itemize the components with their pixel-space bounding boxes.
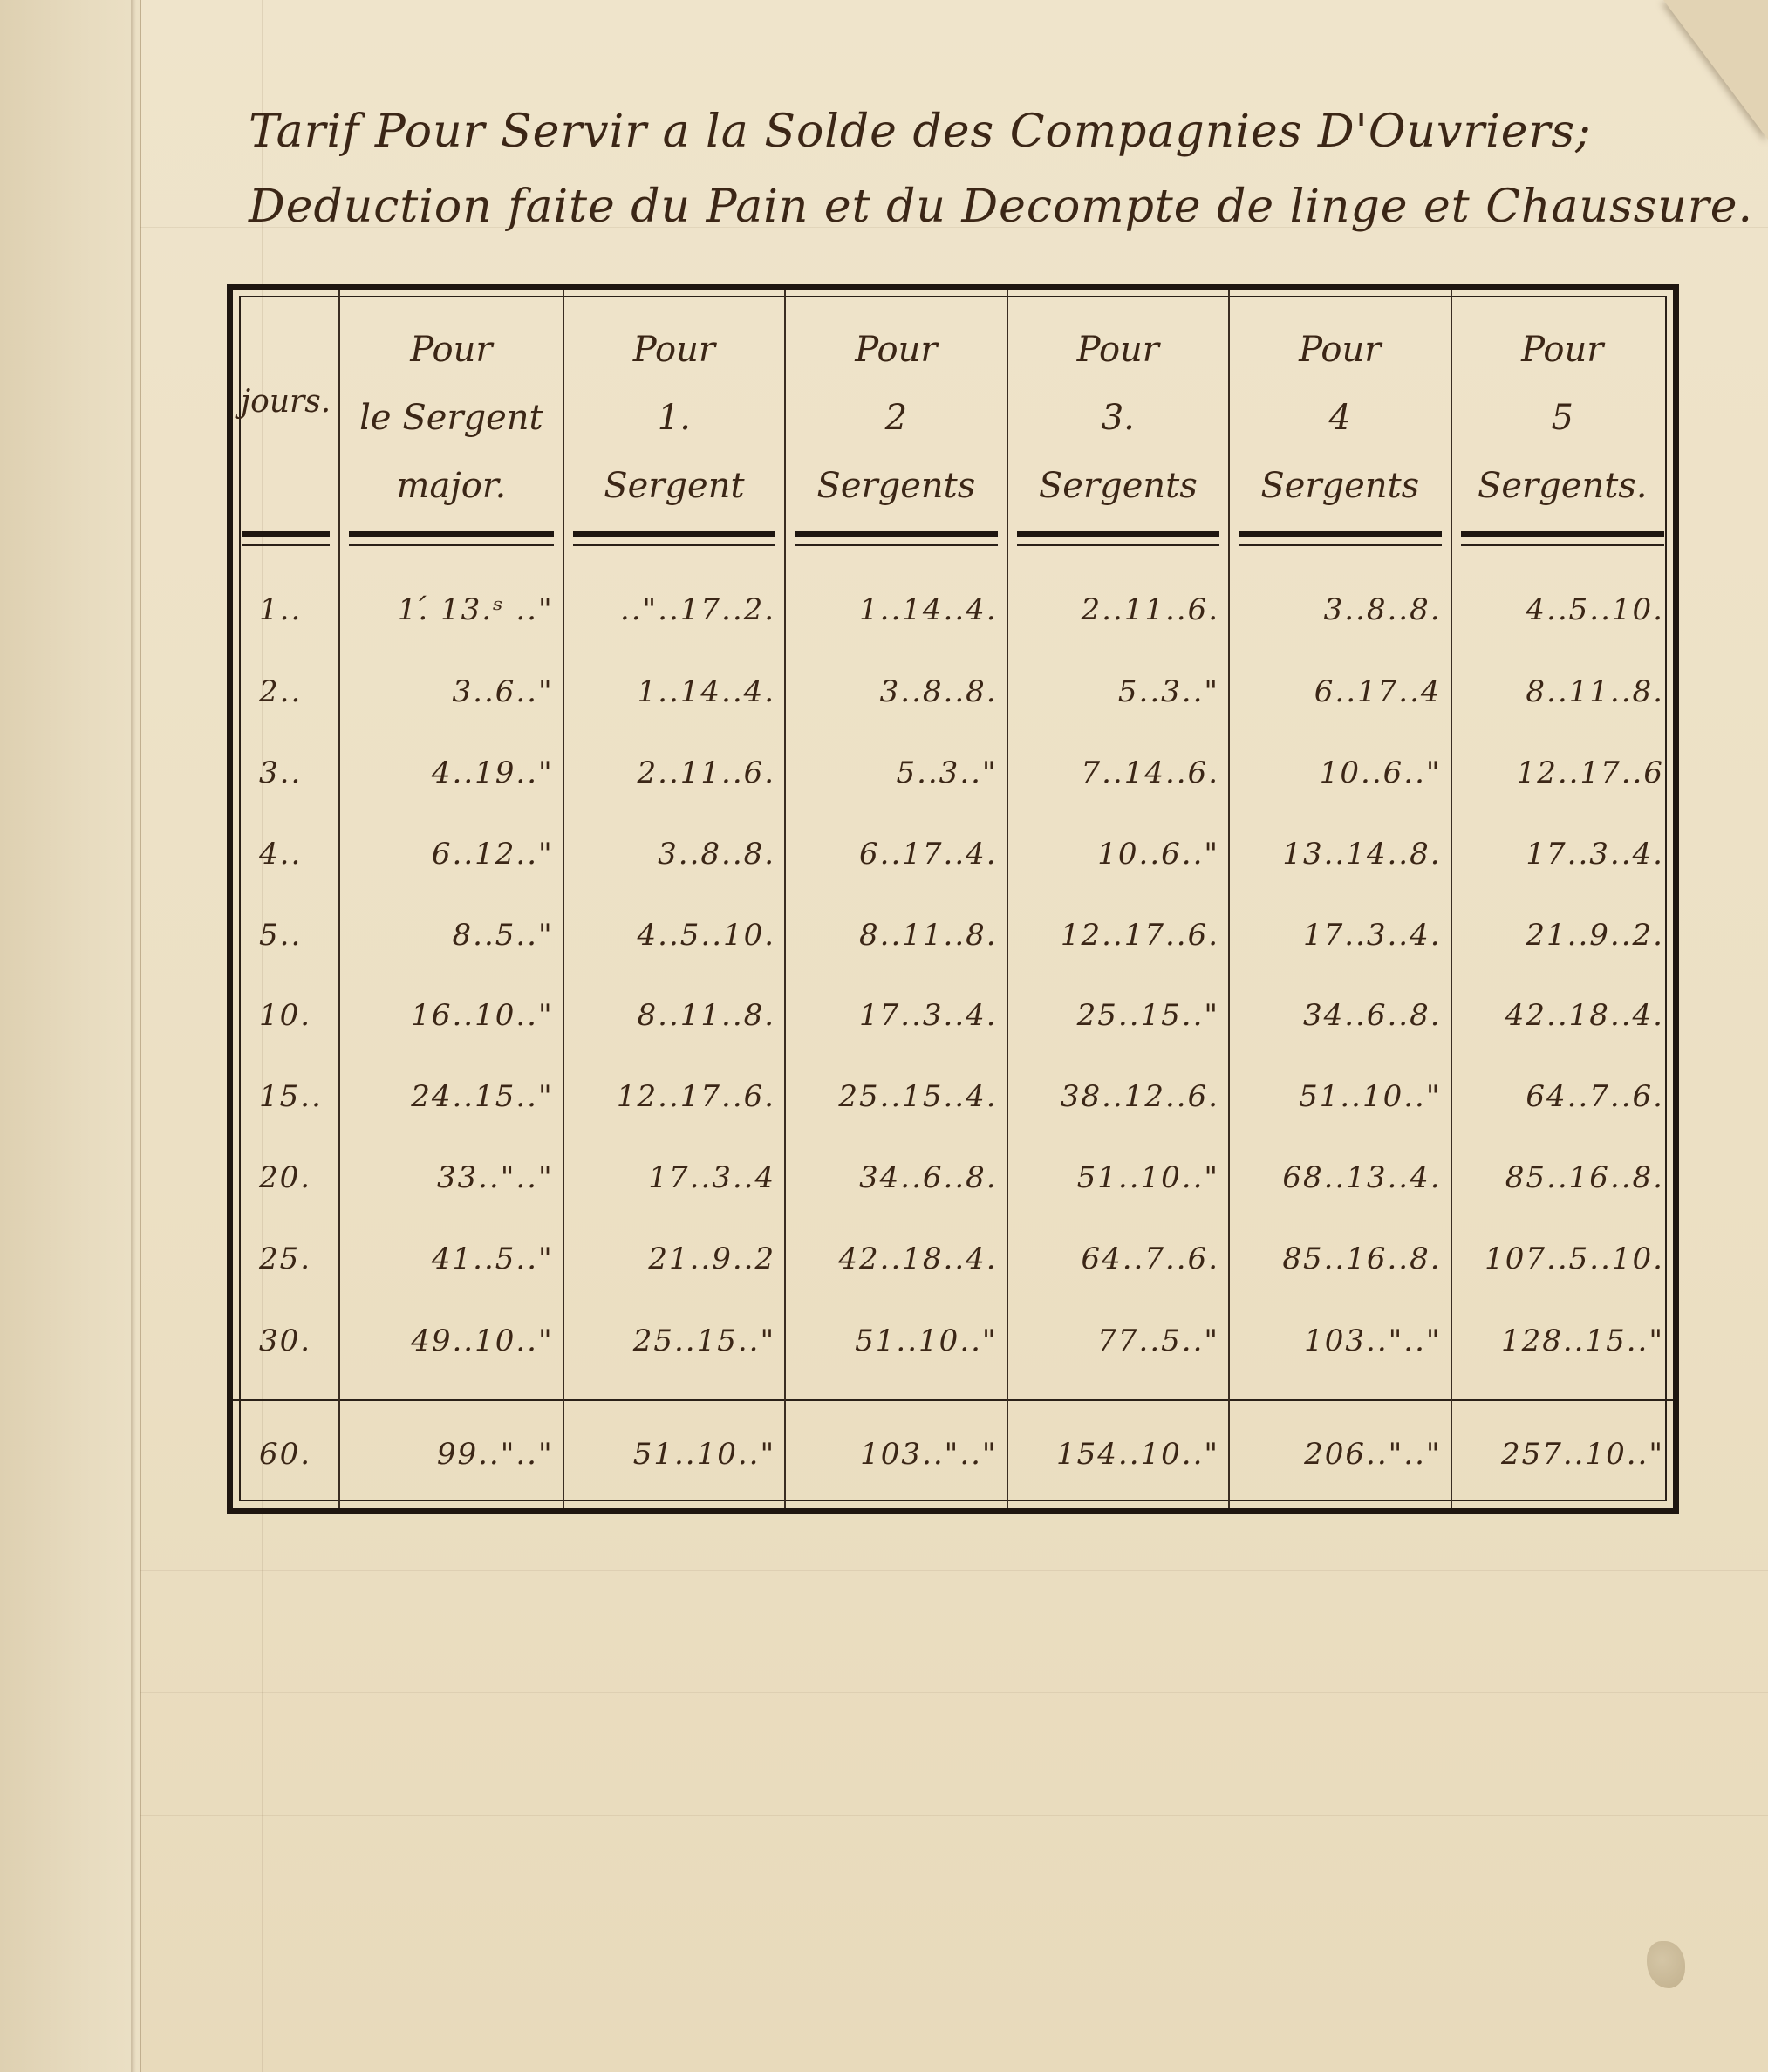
day-cell: 20.	[259, 1160, 312, 1196]
day-cell: 3..	[259, 756, 303, 791]
day-cell: 1..	[259, 592, 303, 628]
pay-cell: 17..3..4.	[785, 975, 1007, 1057]
header-line: 5	[1551, 398, 1573, 438]
header-line: Pour	[632, 330, 715, 370]
pay-cell: 25..15.."	[563, 1299, 785, 1400]
binding-fold	[131, 0, 136, 2072]
table-row	[233, 1218, 1673, 1299]
header-line: Pour	[410, 330, 493, 370]
pay-cell: 3..6.."	[339, 652, 563, 733]
pay-cell: 33..".."	[339, 1138, 563, 1219]
total-day-cell: 60.	[233, 1400, 339, 1508]
header-line: Pour	[1299, 330, 1382, 370]
total-pay-cell: 99..".."	[339, 1400, 563, 1508]
pay-cell: 42..18..4.	[1451, 975, 1673, 1057]
pay-cell: 34..6..8.	[785, 1138, 1007, 1219]
header-3-sergents	[1007, 290, 1229, 551]
pay-cell: 107..5..10.	[1451, 1218, 1673, 1299]
pay-cell: 12..17..6.	[563, 1057, 785, 1138]
pay-cell: 64..7..6.	[1451, 1057, 1673, 1138]
header-rule-thin	[1017, 544, 1219, 546]
header-line: Pour	[1076, 330, 1159, 370]
header-4-sergents	[1229, 290, 1451, 551]
pay-cell: 6..17..4	[1229, 652, 1451, 733]
header-rule-thin	[795, 544, 997, 546]
table-row	[233, 975, 1673, 1057]
table-row	[233, 733, 1673, 814]
pay-cell: 5..3.."	[1007, 652, 1229, 733]
pay-cell: .."..17..2.	[563, 551, 785, 652]
header-jours-label: jours.	[240, 384, 331, 420]
ruled-line	[140, 1570, 1768, 1571]
pay-cell: 21..9..2	[563, 1218, 785, 1299]
header-sergent-major	[339, 290, 563, 551]
pay-cell: 24..15.."	[339, 1057, 563, 1138]
table-row	[233, 652, 1673, 733]
header-line: Sergents.	[1477, 466, 1648, 506]
pay-cell: 8..11..8.	[785, 894, 1007, 975]
pay-cell: 85..16..8.	[1451, 1138, 1673, 1219]
ruled-line	[140, 1692, 1768, 1693]
day-cell: 15..	[259, 1079, 323, 1115]
header-line: 2	[884, 398, 908, 438]
pay-cell: 38..12..6.	[1007, 1057, 1229, 1138]
pay-cell: 51..10.."	[785, 1299, 1007, 1400]
pay-cell: 42..18..4.	[785, 1218, 1007, 1299]
pay-cell: 64..7..6.	[1007, 1218, 1229, 1299]
header-rule	[1461, 531, 1664, 537]
tariff-grid	[233, 290, 1673, 1508]
binding-gutter	[0, 0, 141, 2072]
heading-line-1: Tarif Pour Servir a la Solde des Compagnies D'Ouvriers;	[249, 106, 1592, 158]
page-heading	[249, 94, 1754, 244]
pay-cell: 51..10.."	[1229, 1057, 1451, 1138]
header-line: Pour	[855, 330, 938, 370]
header-line: Pour	[1521, 330, 1604, 370]
pay-cell: 85..16..8.	[1229, 1218, 1451, 1299]
header-2-sergents	[785, 290, 1007, 551]
pay-cell: 16..10.."	[339, 975, 563, 1057]
header-rule	[1239, 531, 1441, 537]
total-pay-cell: 51..10.."	[563, 1400, 785, 1508]
pay-cell: 77..5.."	[1007, 1299, 1229, 1400]
pay-cell: 10..6.."	[1229, 733, 1451, 814]
header-line: major.	[396, 466, 507, 506]
day-cell: 2..	[259, 674, 303, 710]
table-body	[233, 551, 1673, 1508]
pay-cell: 1..14..4.	[785, 551, 1007, 652]
pay-cell: 12..17..6	[1451, 733, 1673, 814]
pay-cell: 12..17..6.	[1007, 894, 1229, 975]
pay-cell: 49..10.."	[339, 1299, 563, 1400]
header-rule	[573, 531, 775, 537]
total-pay-cell: 257..10.."	[1451, 1400, 1673, 1508]
pay-cell: 6..17..4.	[785, 813, 1007, 894]
pay-cell: 34..6..8.	[1229, 975, 1451, 1057]
pay-cell: 17..3..4	[563, 1138, 785, 1219]
header-row	[233, 290, 1673, 551]
pay-cell: 10..6.."	[1007, 813, 1229, 894]
pay-cell: 25..15.."	[1007, 975, 1229, 1057]
pay-cell: 41..5.."	[339, 1218, 563, 1299]
pay-cell: 3..8..8.	[1229, 551, 1451, 652]
pay-cell: 17..3..4.	[1229, 894, 1451, 975]
pay-cell: 3..8..8.	[563, 813, 785, 894]
header-rule-thin	[573, 544, 775, 546]
header-line: 1.	[657, 398, 691, 438]
total-pay-cell: 206..".."	[1229, 1400, 1451, 1508]
pay-cell: 25..15..4.	[785, 1057, 1007, 1138]
header-5-sergents	[1451, 290, 1673, 551]
table-row	[233, 551, 1673, 652]
total-pay-cell: 154..10.."	[1007, 1400, 1229, 1508]
folded-corner	[1663, 0, 1768, 140]
pay-cell: 2..11..6.	[1007, 551, 1229, 652]
heading-line-2: Deduction faite du Pain et du Decompte de linge et Chaussure.	[249, 181, 1754, 233]
header-line: Sergents	[816, 466, 976, 506]
day-cell: 30.	[259, 1323, 312, 1358]
total-pay-cell: 103..".."	[785, 1400, 1007, 1508]
pay-cell: 6..12.."	[339, 813, 563, 894]
pay-cell: 21..9..2.	[1451, 894, 1673, 975]
pay-cell: 13..14..8.	[1229, 813, 1451, 894]
header-line: Sergents	[1260, 466, 1420, 506]
table-row	[233, 1299, 1673, 1400]
header-line: 4	[1328, 398, 1351, 438]
pay-cell: 51..10.."	[1007, 1138, 1229, 1219]
pay-cell: 8..5.."	[339, 894, 563, 975]
day-cell: 25.	[259, 1241, 312, 1276]
pay-cell: 128..15.."	[1451, 1299, 1673, 1400]
pay-cell: 1.́ 13.ˢ .."	[339, 551, 563, 652]
table-row	[233, 1138, 1673, 1219]
pay-cell: 8..11..8.	[1451, 652, 1673, 733]
pay-cell: 4..19.."	[339, 733, 563, 814]
total-row	[233, 1400, 1673, 1508]
day-cell: 10.	[259, 998, 312, 1034]
pay-cell: 68..13..4.	[1229, 1138, 1451, 1219]
table-row	[233, 1057, 1673, 1138]
header-jours	[233, 290, 339, 551]
pay-cell: 4..5..10.	[563, 894, 785, 975]
header-line: le Sergent	[359, 398, 543, 438]
day-cell: 5..	[259, 917, 303, 953]
pay-cell: 8..11..8.	[563, 975, 785, 1057]
pay-cell: 4..5..10.	[1451, 551, 1673, 652]
pay-cell: 17..3..4.	[1451, 813, 1673, 894]
header-1-sergent	[563, 290, 785, 551]
header-rule	[1017, 531, 1219, 537]
header-line: Sergent	[604, 466, 745, 506]
table-row	[233, 813, 1673, 894]
day-cell: 4..	[259, 836, 303, 872]
header-rule	[349, 531, 554, 537]
pay-cell: 3..8..8.	[785, 652, 1007, 733]
paper-stain	[1647, 1941, 1685, 1988]
pay-cell: 5..3.."	[785, 733, 1007, 814]
pay-tariff-table	[227, 284, 1679, 1514]
pay-cell: 7..14..6.	[1007, 733, 1229, 814]
header-rule-thin	[242, 544, 330, 546]
header-rule	[242, 531, 330, 537]
pay-cell: 1..14..4.	[563, 652, 785, 733]
header-rule-thin	[349, 544, 554, 546]
pay-cell: 103..".."	[1229, 1299, 1451, 1400]
header-line: 3.	[1101, 398, 1135, 438]
header-rule-thin	[1461, 544, 1664, 546]
pay-cell: 2..11..6.	[563, 733, 785, 814]
ruled-line	[140, 1815, 1768, 1816]
header-rule-thin	[1239, 544, 1441, 546]
header-line: Sergents	[1038, 466, 1198, 506]
header-rule	[795, 531, 997, 537]
table-row	[233, 894, 1673, 975]
